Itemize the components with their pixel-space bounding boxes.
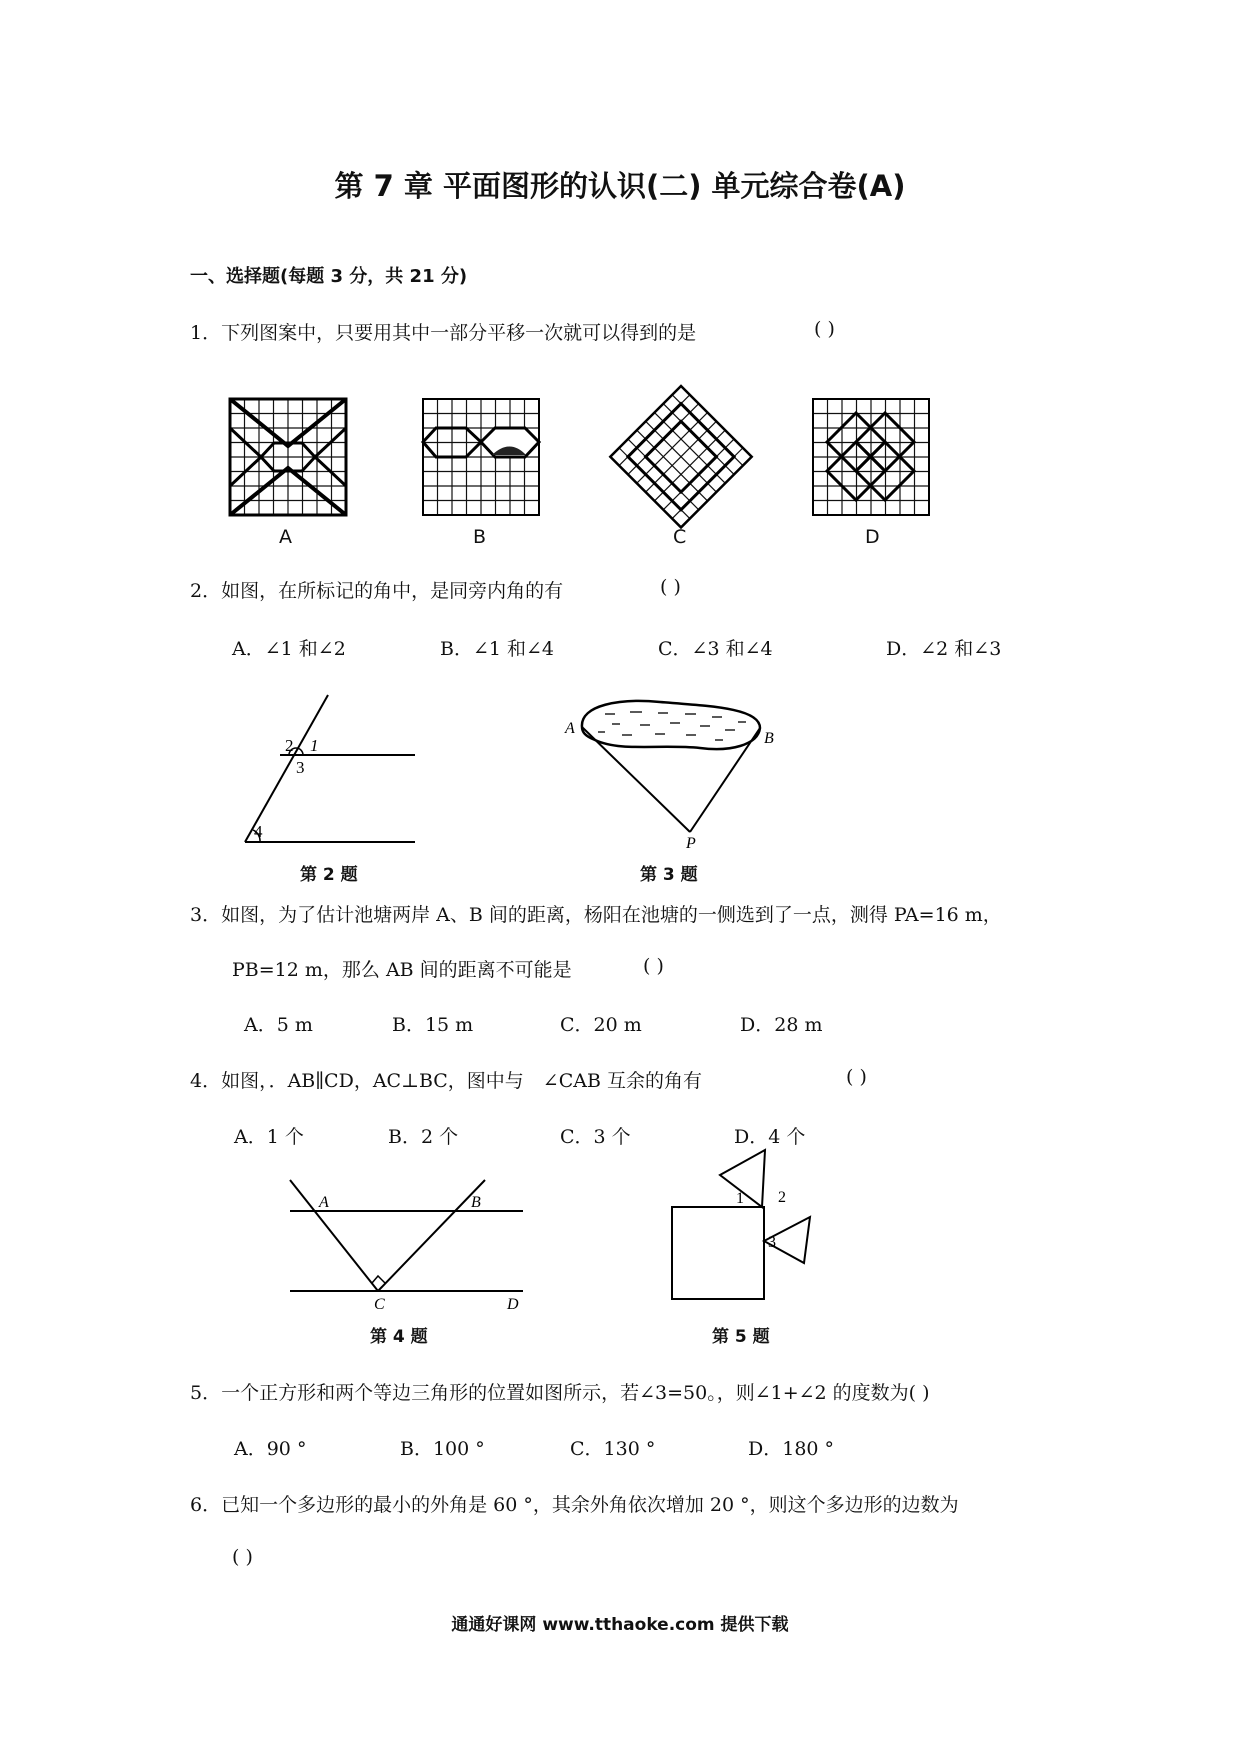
question-1-bracket: ( ) [814,318,835,340]
figure-4-caption: 第 4 题 [370,1327,428,1347]
question-3-line-1: 3．如图，为了估计池塘两岸 A、B 间的距离，杨阳在池塘的一侧选到了一点，测得 PA=16 m， [190,904,1002,926]
fig2-angle-2: 2 [285,736,294,755]
fig4-point-a: A [319,1194,329,1211]
figure-3 [560,690,790,850]
figure-2 [240,695,425,845]
q2-option-d: D．∠2 和∠3 [886,638,1002,660]
page-title: 第 7 章 平面图形的认识(二) 单元综合卷(A) [334,169,906,203]
fig5-angle-2: 2 [778,1189,786,1206]
q2-option-c: C．∠3 和∠4 [658,638,773,660]
q1-label-d: D [865,526,880,548]
fig2-angle-4: 4 [254,822,263,841]
fig3-point-a: A [565,720,575,737]
q1-label-a: A [279,526,292,548]
fig4-point-d: D [507,1296,519,1313]
q5-option-b: B．100 ° [400,1438,485,1460]
q5-option-c: C．130 ° [570,1438,656,1460]
fig3-point-p: P [686,835,696,852]
fig5-angle-1: 1 [736,1190,744,1207]
q1-figure-a [229,398,347,516]
q3-option-c: C．20 m [560,1014,642,1036]
question-3-line-2: PB=12 m，那么 AB 间的距离不可能是 [232,959,572,981]
question-5-text: 5．一个正方形和两个等边三角形的位置如图所示，若∠3=50。，则∠1+∠2 的度数为( ) [190,1382,930,1404]
question-4-bracket: ( ) [846,1066,867,1088]
question-6-text: 6．已知一个多边形的最小的外角是 60 °，其余外角依次增加 20 °，则这个多边形的边数为 [190,1494,959,1516]
fig2-angle-3: 3 [296,758,305,777]
question-2-text: 2．如图，在所标记的角中，是同旁内角的有 [190,580,564,602]
question-3-bracket: ( ) [643,955,664,977]
fig5-angle-3: 3 [768,1234,776,1251]
fig4-point-b: B [471,1194,481,1211]
figure-4 [285,1175,525,1313]
footer-source: 通通好课网 www.tthaoke.com 提供下载 [451,1615,789,1635]
q1-label-c: C [673,526,687,548]
q4-option-a: A．1 个 [234,1126,304,1148]
question-6-bracket: ( ) [232,1546,253,1568]
question-4-text: 4．如图，．AB∥CD，AC⊥BC，图中与 ∠CAB 互余的角有 [190,1070,702,1092]
figure-5 [660,1145,820,1310]
q5-option-d: D．180 ° [748,1438,835,1460]
figure-2-caption: 第 2 题 [300,865,358,885]
figure-3-caption: 第 3 题 [640,865,698,885]
fig3-point-b: B [764,730,774,747]
q4-option-b: B．2 个 [388,1126,459,1148]
q4-option-d: D．4 个 [734,1126,806,1148]
q1-figure-b [422,398,540,516]
q4-option-c: C．3 个 [560,1126,631,1148]
q1-label-b: B [473,526,487,548]
q3-option-a: A．5 m [244,1014,313,1036]
q2-option-b: B．∠1 和∠4 [440,638,555,660]
q3-option-b: B．15 m [392,1014,474,1036]
section-heading: 一、选择题(每题 3 分，共 21 分) [190,266,468,287]
q1-figure-c [610,386,752,528]
figure-5-caption: 第 5 题 [712,1327,770,1347]
question-2-bracket: ( ) [660,576,681,598]
q2-option-a: A．∠1 和∠2 [232,638,346,660]
q3-option-d: D．28 m [740,1014,823,1036]
fig4-point-c: C [374,1296,385,1313]
q1-figure-d [812,398,930,516]
q5-option-a: A．90 ° [234,1438,307,1460]
question-1-text: 1．下列图案中，只要用其中一部分平移一次就可以得到的是 [190,322,697,344]
fig2-angle-1: 1 [310,736,319,755]
